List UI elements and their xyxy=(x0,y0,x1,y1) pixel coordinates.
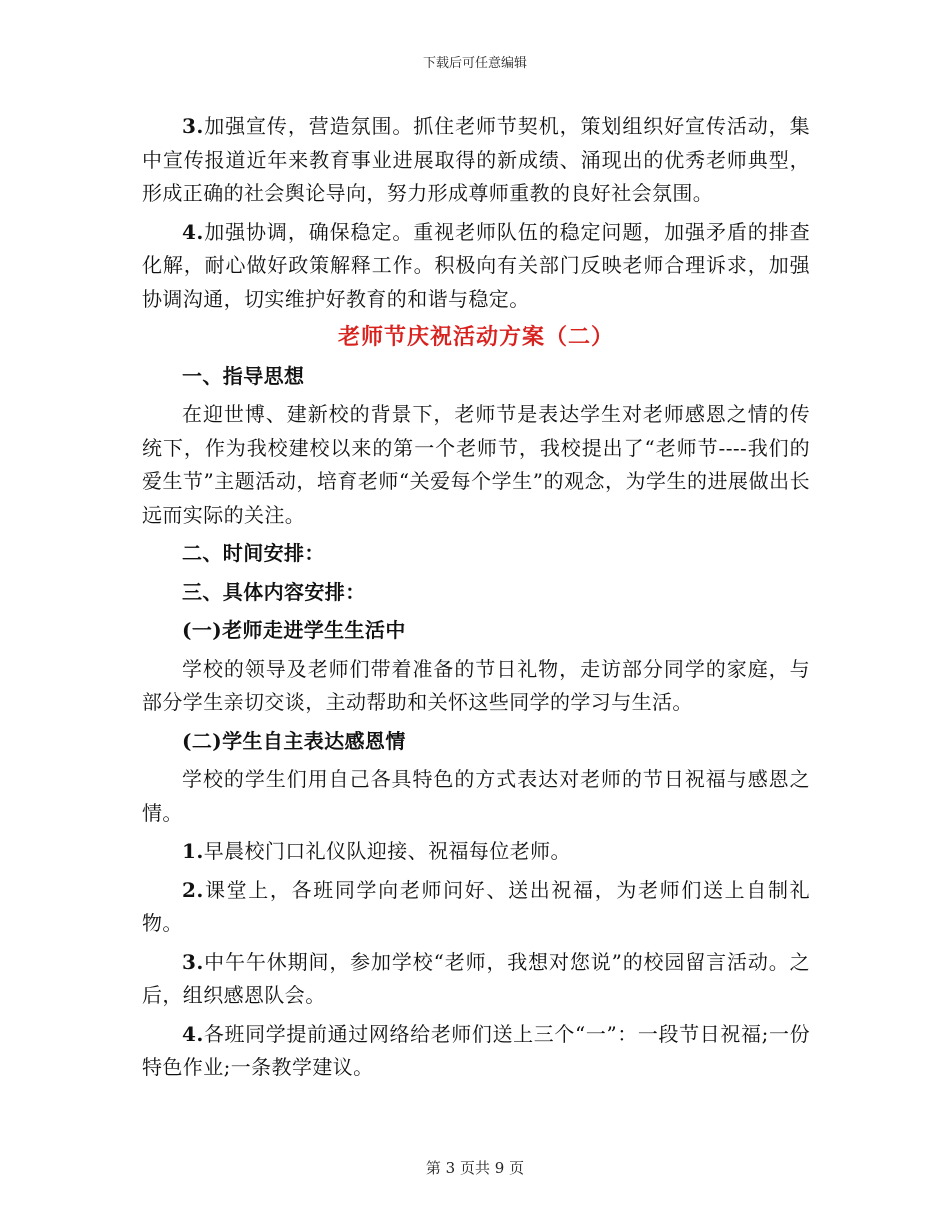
item-text: 中午午休期间，参加学校“老师，我想对您说”的校园留言活动。之后，组织感恩队会。 xyxy=(142,949,810,1007)
heading-schedule: 二、时间安排： xyxy=(182,541,325,565)
item-number: 3. xyxy=(182,949,204,974)
page-header: 下载后可任意编辑 xyxy=(422,56,527,71)
subheading-teachers-visit: (一)老师走进学生生活中 xyxy=(182,618,406,642)
item-text: 各班同学提前通过网络给老师们送上三个“一”：一段节日祝福;一份特色作业;一条教学建议。 xyxy=(142,1021,810,1079)
list-item xyxy=(142,874,810,941)
paragraph: 在迎世博、建新校的背景下，老师节是表达学生对老师感恩之情的传统下，作为我校建校以来的第一个老师节，我校提出了“老师节----我们的爱生节”主题活动，培育老师“关爱每个学生”的观念，为学生的进展做出长远而实际的关注。 xyxy=(142,402,810,527)
item-number: 2. xyxy=(182,877,204,902)
paragraph xyxy=(142,216,810,317)
paragraph: 学校的领导及老师们带着准备的节日礼物，走访部分同学的家庭，与部分学生亲切交谈，主动帮助和关怀这些同学的学习与生活。 xyxy=(142,656,810,714)
paragraph xyxy=(142,110,810,211)
list-item xyxy=(142,1018,810,1085)
item-number: 4. xyxy=(182,219,204,244)
item-text: 早晨校门口礼仪队迎接、祝福每位老师。 xyxy=(203,839,571,863)
heading-guiding-ideology: 一、指导思想 xyxy=(182,363,305,388)
item-number: 4. xyxy=(182,1021,204,1046)
document-body xyxy=(142,110,810,1090)
item-number: 1. xyxy=(182,839,204,863)
paragraph: 学校的学生们用自己各具特色的方式表达对老师的节日祝福与感恩之情。 xyxy=(142,767,810,825)
section-title: 老师节庆祝活动方案（二） xyxy=(337,324,614,350)
paragraph-text: 加强宣传，营造氛围。抓住老师节契机，策划组织好宣传活动，集中宣传报道近年来教育事业进展取得的新成绩、涌现出的优秀老师典型，形成正确的社会舆论导向，努力形成尊师重教的良好社会氛围。 xyxy=(142,114,810,205)
item-number: 3. xyxy=(182,114,204,138)
paragraph-text: 加强协调，确保稳定。重视老师队伍的稳定问题，加强矛盾的排查化解，耐心做好政策解释工作。积极向有关部门反映老师合理诉求，加强协调沟通，切实维护好教育的和谐与稳定。 xyxy=(142,219,810,311)
heading-content-arrangement: 三、具体内容安排： xyxy=(182,579,366,604)
subheading-students-gratitude: (二)学生自主表达感恩情 xyxy=(182,728,406,753)
page-footer: 第 3 页共 9 页 xyxy=(425,1159,525,1177)
list-item xyxy=(142,946,810,1013)
item-text: 课堂上，各班同学向老师问好、送出祝福，为老师们送上自制礼物。 xyxy=(142,877,810,935)
list-item xyxy=(142,835,810,869)
